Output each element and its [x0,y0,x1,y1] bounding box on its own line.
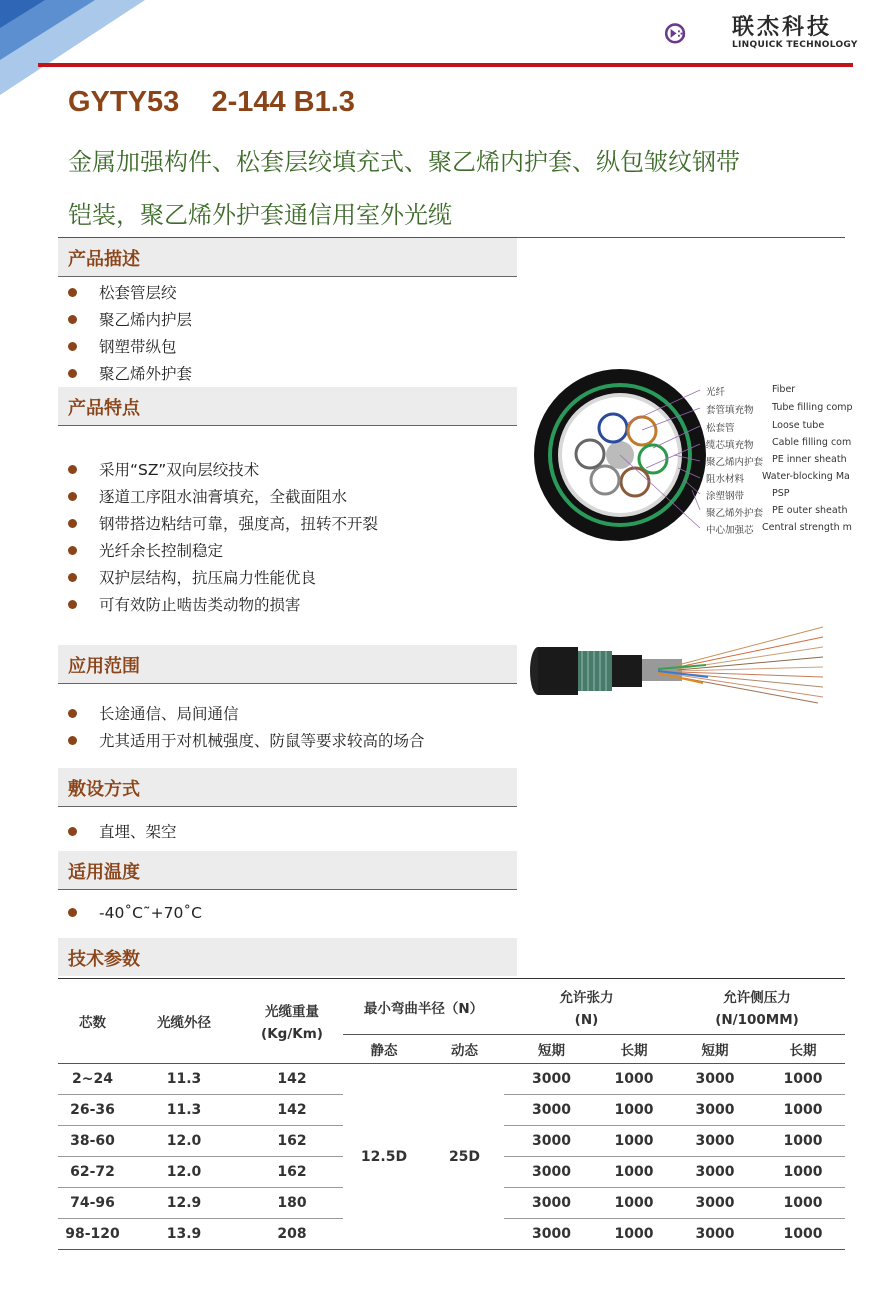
bullet-icon [68,908,77,917]
cross-section-label: 聚乙烯内护套 [706,457,764,468]
section-title: 产品特点 [68,398,140,419]
cross-section-label-en: Central strength m [762,522,852,533]
section-title: 产品描述 [68,249,140,270]
cross-section-label-en: Fiber [772,384,796,395]
bullet-icon [68,315,77,324]
header-tension-long: 长期 [599,1035,669,1064]
corner-decoration [0,0,145,95]
header-divider [38,63,853,67]
cross-section-label-en: PE inner sheath [772,454,847,465]
table-row: 74-96 12.9 180 3000 1000 3000 1000 [58,1188,845,1219]
table-row: 98-120 13.9 208 3000 1000 3000 1000 [58,1219,845,1250]
table-row: 62-72 12.0 162 3000 1000 3000 1000 [58,1157,845,1188]
bullet-icon [68,519,77,528]
list-item: 聚乙烯外护套 [68,362,192,384]
cross-section-label-en: PE outer sheath [772,505,848,516]
section-header-application [58,645,517,684]
list-item: 采用“SZ”双向层绞技术 [68,458,259,480]
header-diameter: 光缆外径 [127,979,241,1064]
list-item: 尤其适用于对机械强度、防鼠等要求较高的场合 [68,729,425,751]
list-item: -40˚C˜+70˚C [68,904,202,922]
bullet-icon [68,573,77,582]
bullet-icon [68,827,77,836]
section-header-laying [58,768,517,807]
bullet-icon [68,369,77,378]
header-weight: 光缆重量 (Kg/Km) [241,979,343,1064]
logo-text-en: LINQUICK TECHNOLOGY [732,40,858,50]
cross-section-label-en: Loose tube [772,420,825,431]
cross-section-label-en: Cable filling com [772,437,852,448]
section-header-tech [58,938,517,976]
section-header-description [58,238,517,277]
section-title: 技术参数 [68,949,140,970]
cross-section-label: 松套管 [706,423,735,434]
bend-static-value: 12.5D [343,1064,425,1250]
header-tension-short: 短期 [504,1035,599,1064]
cross-section-label: 中心加强芯 [706,525,754,536]
header-cores: 芯数 [58,979,127,1064]
bend-dynamic-value: 25D [425,1064,504,1250]
section-header-temperature [58,851,517,890]
bullet-icon [68,709,77,718]
table-row: 26-36 11.3 142 3000 1000 3000 1000 [58,1095,845,1126]
list-item: 双护层结构，抗压扁力性能优良 [68,566,316,588]
header-crush-short: 短期 [669,1035,761,1064]
logo-text-cn: 联杰科技 [732,15,833,40]
header-static: 静态 [343,1035,425,1064]
header-crush-long: 长期 [761,1035,845,1064]
section-title: 应用范围 [68,656,140,677]
tech-params-table [58,978,845,1250]
header-crush: 允许侧压力 (N/100MM) [669,979,845,1035]
product-subtitle-line1: 金属加强构件、松套层绞填充式、聚乙烯内护套、纵包皱纹钢带 [68,148,740,176]
cross-section-label: 聚乙烯外护套 [706,508,764,519]
list-item: 可有效防止啮齿类动物的损害 [68,593,301,615]
list-item: 直埋、架空 [68,820,177,842]
bullet-icon [68,492,77,501]
list-item: 钢塑带纵包 [68,335,177,357]
cross-section-label: 套管填充物 [706,405,754,416]
header-bend-radius: 最小弯曲半径（N） [343,979,504,1035]
cross-section-label: 光纤 [706,387,726,398]
list-item: 松套管层绞 [68,281,177,303]
section-header-features [58,387,517,426]
cable-cross-section-diagram [528,358,848,548]
product-model: GYTY53 2-144 B1.3 [68,86,355,118]
list-item: 逐道工序阻水油膏填充，全截面阻水 [68,485,347,507]
cross-section-label-en: Tube filling comp [772,402,853,413]
list-item: 光纤余长控制稳定 [68,539,223,561]
section-title: 适用温度 [68,862,140,883]
cross-section-label: 阻水材料 [706,474,745,485]
header-dynamic: 动态 [425,1035,504,1064]
cross-section-label: 涂塑钢带 [706,491,745,502]
bullet-icon [68,465,77,474]
table-row: 38-60 12.0 162 3000 1000 3000 1000 [58,1126,845,1157]
cross-section-label-en: Water-blocking Ma [762,471,850,482]
table-row: 2~24 11.3 142 12.5D 25D 3000 1000 3000 1000 [58,1064,845,1095]
bullet-icon [68,288,77,297]
section-title: 敷设方式 [68,779,140,800]
company-logo-icon [664,6,734,60]
header-tension: 允许张力 (N) [504,979,669,1035]
list-item: 钢带搭边粘结可靠，强度高，扭转不开裂 [68,512,378,534]
cross-section-label-en: PSP [772,488,790,499]
bullet-icon [68,342,77,351]
cross-section-label: 缆芯填充物 [706,440,754,451]
list-item: 聚乙烯内护层 [68,308,192,330]
bullet-icon [68,736,77,745]
product-subtitle-line2: 铠装，聚乙烯外护套通信用室外光缆 [68,201,452,229]
cable-side-view-image [528,625,828,705]
list-item: 长途通信、局间通信 [68,702,239,724]
bullet-icon [68,546,77,555]
bullet-icon [68,600,77,609]
